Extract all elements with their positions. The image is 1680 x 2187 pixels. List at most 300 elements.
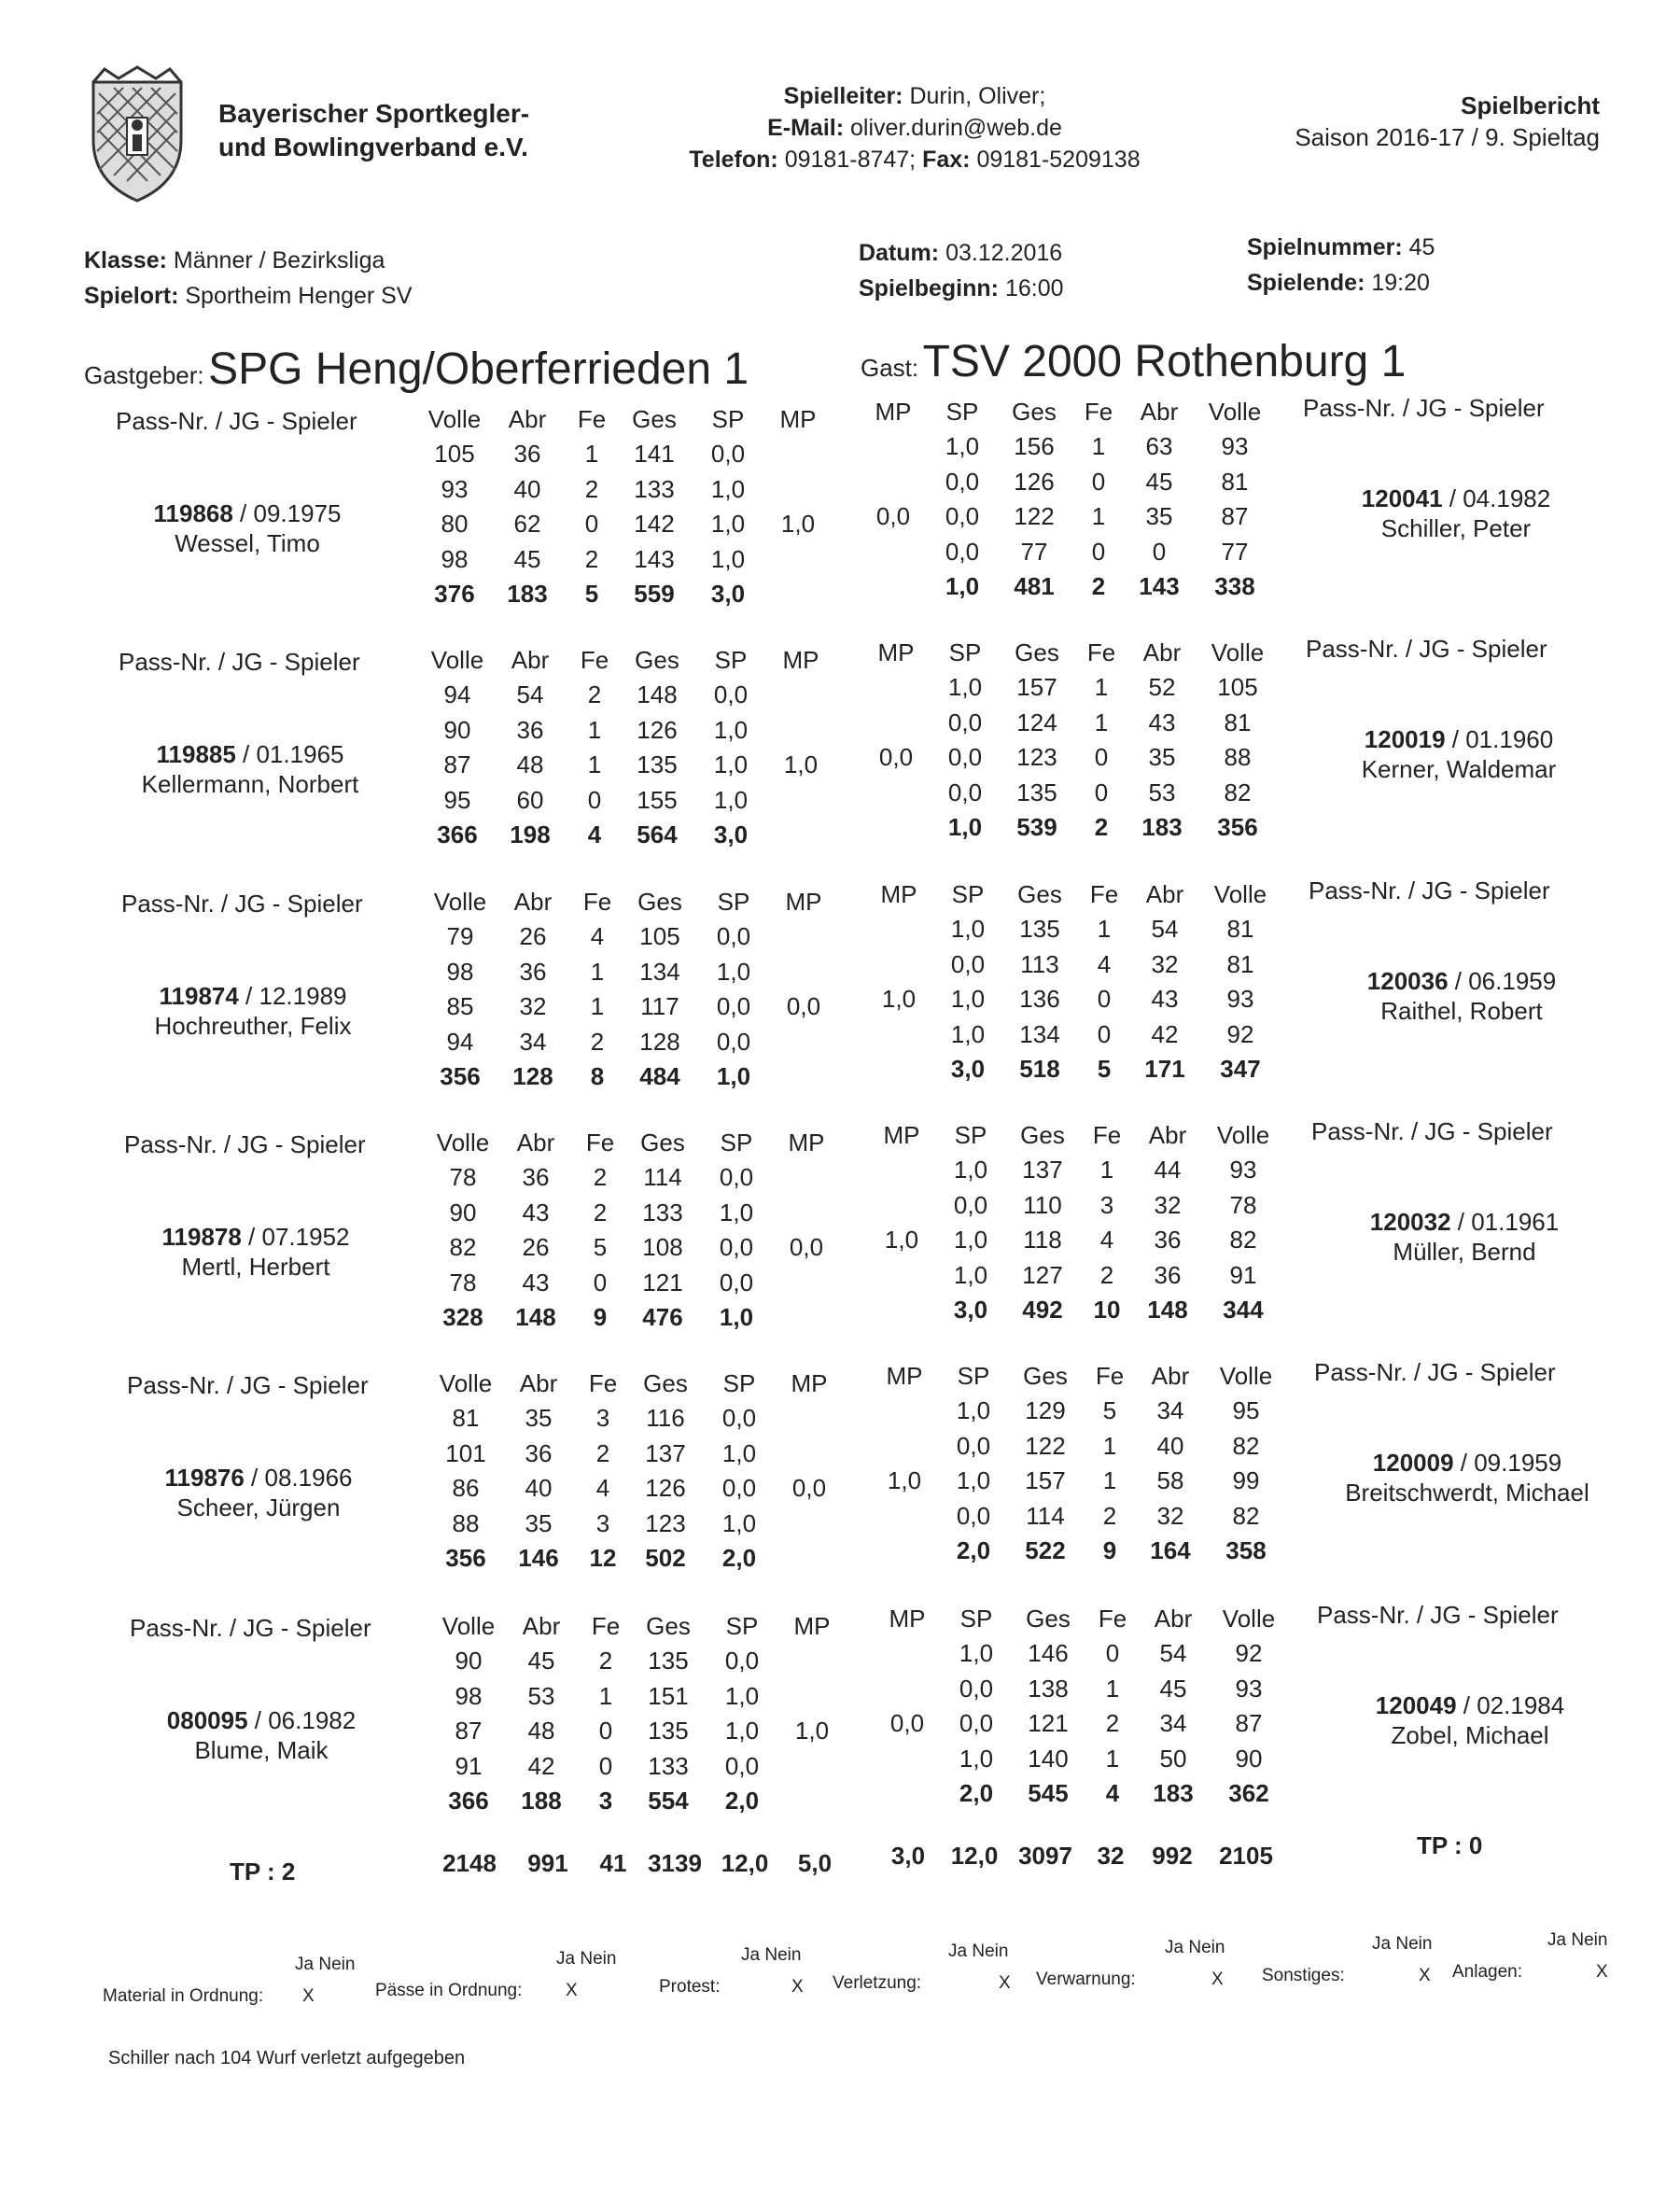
home-total-ges: 3139 [648, 1849, 702, 1878]
email-label: E-Mail: [767, 115, 845, 141]
home-cell: 32 [519, 992, 547, 1021]
home-mp: 1,0 [783, 750, 819, 779]
report-season: Saison 2016-17 / 9. Spieltag [1295, 123, 1600, 151]
home-player: 119876 / 08.1966 Scheer, Jürgen [114, 1463, 403, 1522]
home-col-ges: Ges [640, 1128, 685, 1157]
federation-name-line1: Bayerischer Sportkegler- [218, 99, 530, 128]
home-pass-header: Pass-Nr. / JG - Spieler [121, 890, 363, 918]
check-label: Sonstiges: [1262, 1966, 1345, 1985]
home-cell: 40 [513, 474, 541, 503]
home-sum-row [429, 1541, 840, 1577]
home-jg: 08.1966 [264, 1464, 353, 1492]
guest-team [861, 336, 1406, 387]
home-total-fe: 41 [599, 1849, 627, 1878]
away-col-abr: Abr [1145, 879, 1184, 908]
remark-note: Schiller nach 104 Wurf verletzt aufgegeben [108, 2048, 466, 2068]
home-cell: 82 [449, 1233, 477, 1262]
away-pass-nr: 120019 [1364, 725, 1446, 753]
home-col-sp: SP [714, 645, 748, 674]
away-cell: 0,0 [959, 1674, 994, 1703]
home-pass-nr: 119885 [156, 740, 236, 768]
table-row [873, 1742, 1291, 1777]
table-row [864, 947, 1282, 983]
home-total-volle: 2148 [442, 1849, 497, 1878]
home-cell: 78 [449, 1268, 477, 1297]
home-total-mp: 5,0 [797, 1849, 833, 1878]
home-cell: 98 [446, 957, 474, 986]
home-cell: 133 [634, 474, 675, 503]
home-col-ges: Ges [637, 887, 682, 916]
away-cell: 135 [1019, 915, 1060, 944]
home-sum-cell: 3 [598, 1787, 613, 1815]
home-cell: 34 [519, 1027, 547, 1056]
away-sum-cell: 171 [1144, 1055, 1185, 1084]
home-sum-cell: 146 [518, 1544, 559, 1573]
home-cell: 1,0 [710, 474, 746, 503]
away-cell: 1 [1094, 708, 1109, 736]
away-cell: 156 [1014, 432, 1055, 461]
home-player-name: Blume, Maik [194, 1736, 329, 1764]
host-name: SPG Heng/Oberferrieden 1 [208, 344, 749, 394]
home-cell: 35 [525, 1404, 553, 1433]
home-pass-header: Pass-Nr. / JG - Spieler [116, 407, 357, 435]
away-cell: 1,0 [959, 1744, 994, 1773]
away-col-mp: MP [883, 1120, 920, 1149]
away-cell: 0 [1091, 467, 1106, 496]
away-mp: 0,0 [875, 502, 911, 531]
home-player-name: Wessel, Timo [175, 529, 320, 557]
ja-nein-header: Ja Nein [741, 1945, 802, 1965]
away-cell: 93 [1229, 1156, 1257, 1185]
away-col-volle: Volle [1211, 638, 1265, 666]
home-cell: 1,0 [721, 1438, 757, 1467]
home-sum-cell: 1,0 [719, 1303, 754, 1332]
home-mp: 0,0 [791, 1474, 827, 1503]
away-sum-cell: 347 [1220, 1055, 1261, 1084]
away-col-mp: MP [880, 879, 917, 908]
away-sum-row [861, 810, 1280, 846]
away-cell: 129 [1025, 1396, 1066, 1425]
ja-nein-header: Ja Nein [556, 1949, 617, 1969]
home-cell: 2 [584, 474, 599, 503]
away-cell: 0 [1097, 1019, 1112, 1048]
home-pass-nr: 119874 [159, 982, 239, 1010]
home-cell: 1 [584, 440, 599, 469]
home-col-sp: SP [725, 1611, 759, 1640]
home-jg: 07.1952 [261, 1223, 350, 1251]
home-col-fe: Fe [591, 1611, 621, 1640]
spielbeginn-value: 16:00 [1004, 275, 1064, 301]
check-label: Pässe in Ordnung: [375, 1981, 523, 2000]
away-total-fe: 32 [1097, 1842, 1125, 1871]
away-cell: 0 [1152, 537, 1167, 566]
table-row [864, 912, 1282, 947]
away-col-sp: SP [954, 1120, 987, 1149]
home-cell: 1 [598, 1681, 613, 1710]
match-class-location [84, 243, 413, 314]
home-mp: 0,0 [789, 1233, 824, 1262]
home-player: 119874 / 12.1989 Hochreuther, Felix [108, 981, 398, 1041]
away-sum-cell: 183 [1141, 813, 1183, 842]
home-cell: 0 [587, 785, 602, 814]
away-cell: 4 [1099, 1226, 1114, 1255]
home-player: 080095 / 06.1982 Blume, Maik [117, 1705, 406, 1765]
home-cell: 40 [525, 1474, 553, 1503]
away-cell: 122 [1025, 1431, 1066, 1460]
home-player-name: Hochreuther, Felix [154, 1012, 352, 1040]
away-cell: 0,0 [950, 949, 986, 978]
away-jg: 06.1959 [1468, 967, 1557, 995]
home-cell: 4 [595, 1474, 610, 1503]
spielort-value: Sportheim Henger SV [185, 283, 413, 309]
table-row [861, 740, 1280, 776]
home-col-sp: SP [717, 887, 750, 916]
away-sum-row [867, 1293, 1285, 1328]
home-cell: 36 [522, 1163, 550, 1192]
table-row [427, 1230, 837, 1266]
home-col-mp: MP [793, 1611, 831, 1640]
datum-value: 03.12.2016 [945, 240, 1063, 266]
table-row [424, 989, 834, 1025]
away-cell: 34 [1156, 1396, 1184, 1425]
home-col-abr: Abr [513, 887, 553, 916]
away-cell: 137 [1022, 1156, 1063, 1185]
home-pass-header: Pass-Nr. / JG - Spieler [130, 1614, 371, 1642]
home-sum-cell: 554 [648, 1787, 689, 1815]
home-cell: 133 [648, 1751, 689, 1780]
away-cell: 93 [1235, 1674, 1263, 1703]
telefon-label: Telefon: [689, 147, 778, 173]
home-cell: 101 [445, 1438, 486, 1467]
away-cell: 1 [1091, 502, 1106, 531]
home-sum-cell: 148 [515, 1303, 556, 1332]
away-sum-cell: 545 [1028, 1779, 1069, 1808]
away-sum-cell: 4 [1105, 1779, 1120, 1808]
check-mark: X [1211, 1970, 1224, 1989]
home-sum-cell: 366 [448, 1787, 489, 1815]
home-col-fe: Fe [585, 1128, 615, 1157]
away-cell: 45 [1159, 1674, 1187, 1703]
home-cell: 4 [590, 922, 605, 951]
federation-name-line2: und Bowlingverband e.V. [218, 133, 528, 161]
away-pass-nr: 120032 [1369, 1208, 1451, 1236]
home-cell: 95 [443, 785, 471, 814]
away-sum-cell: 539 [1016, 813, 1057, 842]
away-col-sp: SP [951, 879, 985, 908]
home-sum-cell: 559 [634, 580, 675, 609]
away-col-ges: Ges [1015, 638, 1059, 666]
away-total-volle: 2105 [1219, 1842, 1273, 1871]
away-col-mp: MP [886, 1361, 923, 1390]
home-mp: 1,0 [794, 1717, 830, 1745]
table-row [424, 919, 834, 955]
spielende-label: Spielende: [1247, 270, 1365, 296]
home-cell: 0,0 [719, 1268, 754, 1297]
home-col-volle: Volle [441, 1611, 496, 1640]
home-cell: 48 [516, 750, 544, 779]
away-player: 120009 / 09.1959 Breitschwerdt, Michael [1318, 1448, 1617, 1507]
away-cell: 1,0 [950, 915, 986, 944]
home-sum-cell: 366 [437, 820, 478, 849]
away-cell: 0 [1094, 743, 1109, 772]
home-col-abr: Abr [516, 1128, 555, 1157]
home-sum-cell: 564 [637, 820, 678, 849]
home-cell: 54 [516, 680, 544, 709]
away-col-sp: SP [948, 638, 982, 666]
away-jg: 09.1959 [1474, 1449, 1562, 1477]
table-row [864, 982, 1282, 1017]
away-sum-cell: 183 [1153, 1779, 1194, 1808]
home-col-sp: SP [720, 1128, 753, 1157]
away-pass-header: Pass-Nr. / JG - Spieler [1309, 876, 1550, 904]
away-cell: 99 [1232, 1466, 1260, 1495]
home-col-mp: MP [779, 404, 817, 433]
away-sum-cell: 3,0 [950, 1055, 986, 1084]
home-col-fe: Fe [588, 1368, 618, 1397]
home-cell: 0 [598, 1717, 613, 1745]
home-cell: 2 [587, 680, 602, 709]
away-sum-cell: 518 [1019, 1055, 1060, 1084]
home-cell: 0,0 [721, 1474, 757, 1503]
home-col-fe: Fe [582, 887, 612, 916]
away-col-fe: Fe [1086, 638, 1116, 666]
away-cell: 82 [1232, 1501, 1260, 1530]
away-col-ges: Ges [1023, 1361, 1068, 1390]
check-label: Material in Ordnung: [103, 1986, 264, 2006]
report-heading [1176, 90, 1600, 153]
away-cell: 3 [1099, 1190, 1114, 1219]
table-row [859, 499, 1277, 535]
home-total-abr: 991 [527, 1849, 568, 1878]
away-sum-cell: 522 [1025, 1536, 1066, 1565]
home-sum-cell: 356 [445, 1544, 486, 1573]
away-cell: 81 [1221, 467, 1249, 496]
table-row [867, 1153, 1285, 1188]
home-col-fe: Fe [580, 645, 609, 674]
table-row [427, 1196, 837, 1231]
away-cell: 0 [1097, 985, 1112, 1014]
table-row [870, 1429, 1288, 1465]
away-player: 120049 / 02.1984 Zobel, Michael [1321, 1690, 1619, 1750]
home-cell: 36 [516, 715, 544, 744]
home-col-sp: SP [711, 404, 745, 433]
home-cell: 88 [452, 1508, 480, 1537]
table-row [867, 1223, 1285, 1258]
home-cell: 90 [455, 1647, 483, 1675]
home-cell: 0 [598, 1751, 613, 1780]
away-cell: 32 [1156, 1501, 1184, 1530]
away-col-ges: Ges [1020, 1120, 1065, 1149]
table-row [427, 1266, 837, 1301]
home-col-volle: Volle [430, 645, 484, 674]
check-mark: X [1419, 1966, 1431, 1985]
home-col-ges: Ges [646, 1611, 691, 1640]
away-cell: 1 [1102, 1431, 1117, 1460]
table-row [864, 1017, 1282, 1053]
home-sum-cell: 8 [590, 1062, 605, 1091]
away-cell: 43 [1151, 985, 1179, 1014]
home-sum-row [432, 1784, 843, 1819]
home-cell: 36 [513, 440, 541, 469]
home-sum-cell: 9 [593, 1303, 608, 1332]
home-col-mp: MP [788, 1128, 825, 1157]
away-sum-cell: 5 [1097, 1055, 1112, 1084]
away-sum-cell: 2,0 [956, 1536, 991, 1565]
home-pass-nr: 119876 [164, 1464, 245, 1492]
away-cell: 0 [1094, 778, 1109, 806]
home-cell: 94 [446, 1027, 474, 1056]
home-cell: 98 [455, 1681, 483, 1710]
away-player-name: Breitschwerdt, Michael [1345, 1479, 1589, 1507]
away-col-abr: Abr [1151, 1361, 1190, 1390]
spielleiter-label: Spielleiter: [783, 83, 903, 109]
home-cell: 2 [595, 1438, 610, 1467]
away-col-fe: Fe [1092, 1120, 1122, 1149]
away-cell: 0,0 [956, 1501, 991, 1530]
table-row [418, 507, 829, 542]
away-sum-cell: 356 [1217, 813, 1258, 842]
home-col-ges: Ges [635, 645, 679, 674]
home-cell: 0,0 [719, 1163, 754, 1192]
away-total-abr: 992 [1152, 1842, 1193, 1871]
home-cell: 2 [593, 1163, 608, 1192]
home-cell: 1,0 [716, 957, 751, 986]
away-cell: 1,0 [950, 1019, 986, 1048]
away-col-sp: SP [959, 1604, 993, 1633]
check-mark: X [1596, 1962, 1608, 1982]
home-col-volle: Volle [439, 1368, 493, 1397]
home-col-volle: Volle [433, 887, 487, 916]
away-cell: 53 [1148, 778, 1176, 806]
table-row [421, 713, 832, 749]
away-cell: 92 [1226, 1019, 1254, 1048]
away-pass-nr: 120009 [1372, 1449, 1454, 1477]
home-cell: 1,0 [713, 715, 749, 744]
home-sum-cell: 4 [587, 820, 602, 849]
away-sum-row [864, 1052, 1282, 1087]
home-cell: 78 [449, 1163, 477, 1192]
away-sum-cell: 143 [1139, 572, 1180, 601]
home-cell: 123 [645, 1508, 686, 1537]
check-label: Verletzung: [833, 1973, 922, 1993]
away-cell: 81 [1226, 915, 1254, 944]
away-col-volle: Volle [1208, 397, 1262, 426]
home-cell: 93 [441, 474, 469, 503]
away-cell: 118 [1023, 1226, 1062, 1255]
table-row [859, 535, 1277, 570]
ja-nein-header: Ja Nein [1372, 1934, 1433, 1954]
away-cell: 126 [1014, 467, 1055, 496]
spielbeginn-label: Spielbeginn: [859, 275, 999, 301]
away-cell: 0,0 [953, 1190, 988, 1219]
away-sum-cell: 2 [1091, 572, 1106, 601]
ja-nein-header: Ja Nein [1165, 1938, 1225, 1957]
check-mark: X [999, 1973, 1011, 1993]
away-cell: 35 [1145, 502, 1173, 531]
away-sum-cell: 338 [1214, 572, 1255, 601]
away-col-sp: SP [957, 1361, 990, 1390]
away-pass-header: Pass-Nr. / JG - Spieler [1303, 394, 1545, 422]
home-cell: 148 [637, 680, 678, 709]
away-score-table [861, 635, 1280, 846]
home-cell: 90 [449, 1198, 477, 1227]
away-cell: 157 [1025, 1466, 1066, 1495]
spielnummer-value: 45 [1408, 234, 1435, 260]
away-cell: 95 [1232, 1396, 1260, 1425]
away-cell: 123 [1016, 743, 1057, 772]
telefon-value: 09181-8747; [784, 147, 917, 173]
away-player: 120019 / 01.1960 Kerner, Waldemar [1309, 724, 1608, 784]
away-score-table [864, 876, 1282, 1087]
home-cell: 2 [593, 1198, 608, 1227]
away-cell: 1,0 [953, 1156, 988, 1185]
away-sum-cell: 148 [1147, 1296, 1188, 1325]
check-mark: X [566, 1981, 578, 2000]
away-sum-cell: 2,0 [959, 1779, 994, 1808]
away-cell: 78 [1229, 1190, 1257, 1219]
away-cell: 35 [1148, 743, 1176, 772]
home-pass-header: Pass-Nr. / JG - Spieler [127, 1371, 369, 1399]
federation-name [218, 97, 529, 164]
away-cell: 1 [1097, 915, 1112, 944]
home-col-ges: Ges [643, 1368, 688, 1397]
table-row [432, 1749, 843, 1785]
home-cell: 90 [443, 715, 471, 744]
home-cell: 0,0 [716, 1027, 751, 1056]
home-player-name: Scheer, Jürgen [176, 1493, 341, 1521]
guest-name: TSV 2000 Rothenburg 1 [922, 337, 1407, 386]
home-cell: 53 [527, 1681, 555, 1710]
home-totals-table [427, 1846, 847, 1882]
away-col-volle: Volle [1222, 1604, 1276, 1633]
home-cell: 1 [590, 992, 605, 1021]
away-cell: 54 [1159, 1639, 1187, 1668]
away-cell: 40 [1156, 1431, 1184, 1460]
away-mp: 0,0 [889, 1709, 925, 1738]
away-cell: 34 [1159, 1709, 1187, 1738]
home-col-abr: Abr [519, 1368, 558, 1397]
away-cell: 32 [1151, 949, 1179, 978]
home-score-table [418, 401, 829, 612]
away-cell: 82 [1229, 1226, 1257, 1255]
table-row [432, 1714, 843, 1749]
datum-label: Datum: [859, 240, 940, 266]
home-cell: 1,0 [724, 1717, 760, 1745]
home-cell: 0,0 [716, 922, 751, 951]
home-sum-row [421, 818, 832, 853]
home-pass-nr: 119878 [161, 1223, 242, 1251]
away-cell: 138 [1028, 1674, 1069, 1703]
home-player: 119878 / 07.1952 Mertl, Herbert [111, 1222, 400, 1282]
home-tp: TP : 2 [230, 1858, 296, 1886]
home-cell: 126 [645, 1474, 686, 1503]
away-sum-cell: 344 [1223, 1296, 1264, 1325]
fax-label: Fax: [922, 147, 971, 173]
home-player-name: Kellermann, Norbert [141, 770, 359, 798]
home-cell: 1,0 [719, 1198, 754, 1227]
away-cell: 50 [1159, 1744, 1187, 1773]
away-cell: 1,0 [950, 985, 986, 1014]
home-cell: 35 [525, 1508, 553, 1537]
home-score-table [427, 1125, 837, 1336]
home-col-abr: Abr [522, 1611, 561, 1640]
fax-value: 09181-5209138 [976, 147, 1141, 173]
away-cell: 2 [1099, 1260, 1114, 1289]
away-cell: 82 [1232, 1431, 1260, 1460]
table-row [867, 1188, 1285, 1224]
home-pass-header: Pass-Nr. / JG - Spieler [119, 648, 360, 676]
home-cell: 105 [434, 440, 475, 469]
